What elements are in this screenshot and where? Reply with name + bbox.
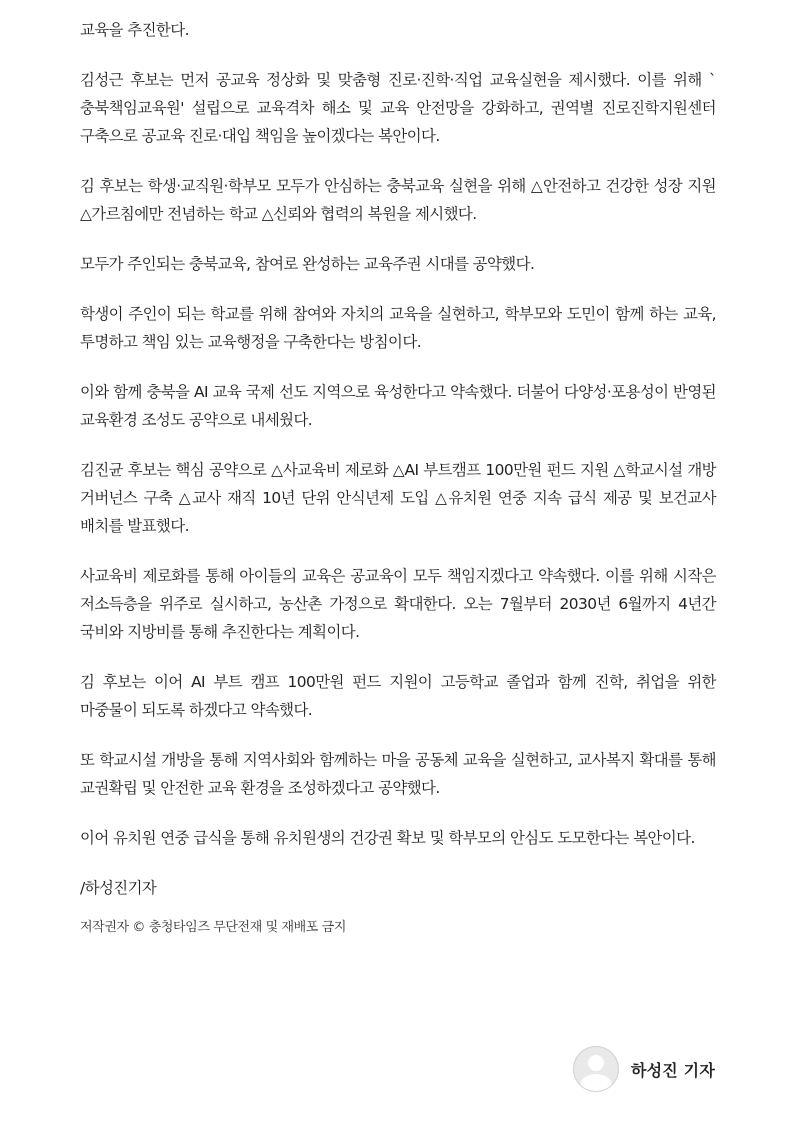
- article-paragraph: 또 학교시설 개방을 통해 지역사회와 함께하는 마을 공동체 교육을 실현하고, 교사복지 확대를 통해 교권확립 및 안전한 교육 환경을 조성하겠다고 공약했다.: [80, 751, 716, 797]
- byline: /하성진기자: [80, 879, 157, 897]
- article-paragraph: 사교육비 제로화를 통해 아이들의 교육은 공교육이 모두 책임지겠다고 약속했다. 이를 위해 시작은 저소득층을 위주로 실시하고, 농산촌 가정으로 확대한다. 오는 7월부터 2030년 6월까지 4년간 국비와 지방비를 통해 추진한다는 계획이다.: [80, 567, 716, 641]
- article-paragraph: 김 후보는 학생·교직원·학부모 모두가 안심하는 충북교육 실현을 위해 △안전하고 건강한 성장 지원 △가르침에만 전념하는 학교 △신뢰와 협력의 복원을 제시했다.: [80, 177, 716, 223]
- article-paragraph: 학생이 주인이 되는 학교를 위해 참여와 자치의 교육을 실현하고, 학부모와 도민이 함께 하는 교육, 투명하고 책임 있는 교육행정을 구축한다는 방침이다.: [80, 305, 716, 351]
- article-paragraph: 모두가 주인되는 충북교육, 참여로 완성하는 교육주권 시대를 공약했다.: [80, 255, 535, 273]
- article-paragraph: 이어 유치원 연중 급식을 통해 유치원생의 건강권 확보 및 학부모의 안심도 도모한다는 복안이다.: [80, 829, 695, 847]
- avatar-shoulders-shape: [580, 1074, 612, 1092]
- article-paragraph: 교육을 추진한다.: [80, 21, 189, 39]
- article-body: [80, 16, 716, 938]
- copyright-notice: 저작권자 © 충청타임즈 무단전재 및 재배포 금지: [80, 920, 346, 935]
- article-paragraph: 김진균 후보는 핵심 공약으로 △사교육비 제로화 △AI 부트캠프 100만원 펀드 지원 △학교시설 개방 거버넌스 구축 △교사 재직 10년 단위 안식년제 도입 △유치원 연중 지속 급식 제공 및 보건교사 배치를 발표했다.: [80, 461, 716, 535]
- article-paragraph: 김성근 후보는 먼저 공교육 정상화 및 맞춤형 진로·진학·직업 교육실현을 제시했다. 이를 위해 `충북책임교육원' 설립으로 교육격차 해소 및 교육 안전망을 강화하고, 권역별 진로진학지원센터 구축으로 공교육 진로·대입 책임을 높이겠다는 복안이다.: [80, 71, 716, 145]
- author-name[interactable]: 하성진 기자: [630, 1060, 715, 1080]
- author-box[interactable]: [573, 1046, 715, 1092]
- article-paragraph: 이와 함께 충북을 AI 교육 국제 선도 지역으로 육성한다고 약속했다. 더불어 다양성·포용성이 반영된 교육환경 조성도 공약으로 내세웠다.: [80, 383, 716, 429]
- article-paragraph: 김 후보는 이어 AI 부트 캠프 100만원 펀드 지원이 고등학교 졸업과 함께 진학, 취업을 위한 마중물이 되도록 하겠다고 약속했다.: [80, 673, 716, 719]
- avatar-head-shape: [588, 1055, 604, 1071]
- user-avatar-icon[interactable]: [573, 1046, 619, 1092]
